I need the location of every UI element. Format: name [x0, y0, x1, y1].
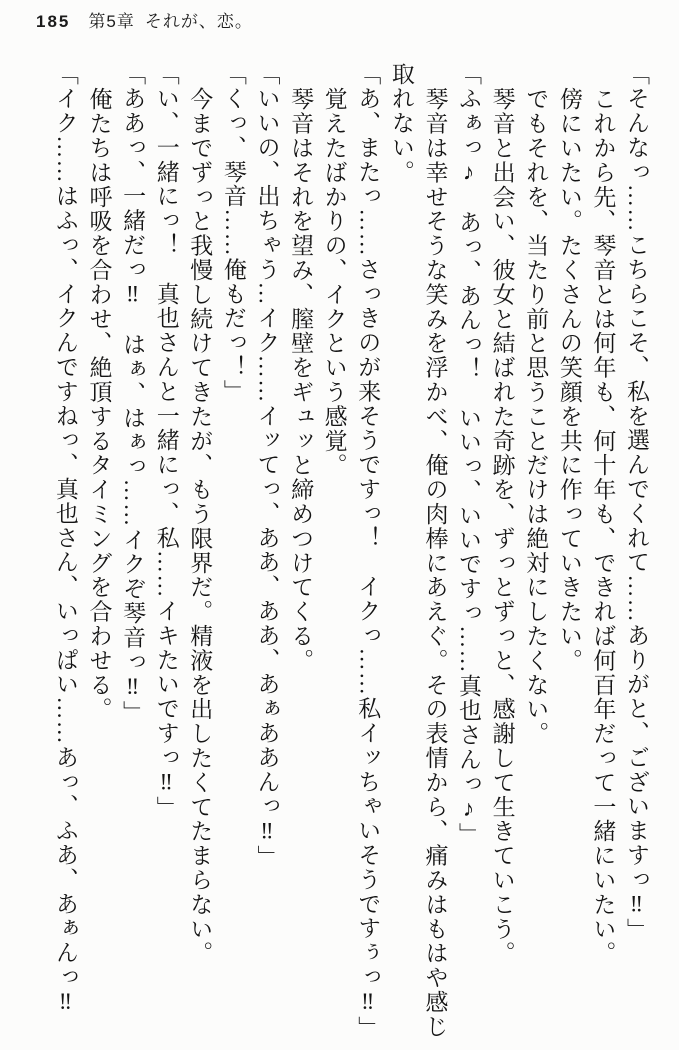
text-line: 琴音はそれを望み、膣壁をギュッと締めつけてくる。: [288, 87, 314, 673]
text-line: 「ふぁっ♪ あっ、あんっ！ いいっ、いいですっ……真也さんっ♪」: [456, 62, 482, 847]
text-line: 琴音は幸せそうな笑みを浮かべ、俺の肉棒にあえぐ。その表情から、痛みはもはや感じ: [422, 87, 448, 1039]
text-line: これから先、琴音とは何年も、何十年も、できれば何百年だって一緒にいたい。: [590, 87, 616, 966]
text-line: 「あ、またっ……さっきのが来そうですっ！ イクっ……私イッちゃいそうですぅっ‼」: [355, 62, 381, 1040]
text-line: 俺たちは呼吸を合わせ、絶頂するタイミングを合わせる。: [86, 87, 112, 722]
page-header: [36, 7, 253, 32]
text-line: でもそれを、当たり前と思うことだけは絶対にしたくない。: [523, 87, 549, 746]
text-line: 「ああっ、一緒だっ‼ はぁ、はぁっ……イクぞ琴音っ‼」: [120, 62, 146, 725]
text-line: 琴音と出会い、彼女と結ばれた奇跡を、ずっとずっと、感謝して生きていこう。: [489, 87, 515, 966]
chapter-label: 第5章: [88, 12, 135, 31]
text-line: 「い、一緒にっ！ 真也さんと一緒にっ、私……イキたいですっ‼」: [153, 62, 179, 821]
chapter-title: それが、恋。: [144, 12, 253, 31]
text-line: 覚えたばかりの、イクという感覚。: [321, 87, 347, 478]
text-line: 「そんなっ……こちらこそ、私を選んでくれて……ありがと、ございますっ‼」: [624, 62, 649, 943]
text-line: 「イク……はふっ、イクんですねっ、真也さん、いっぱい……あっ、ふあ、あぁんっ‼: [52, 62, 78, 1016]
text-line: 「くっ、琴音……俺もだっ！」: [220, 62, 246, 404]
text-line: 傍にいたい。たくさんの笑顔を共に作っていきたい。: [556, 87, 582, 673]
text-line: 「いいの、出ちゃう…イク……イッてっ、ああ、ああ、あぁああんっ‼」: [254, 62, 280, 870]
novel-text-block: [48, 62, 653, 1046]
text-line: 取れない。: [388, 62, 414, 184]
text-line: 今までずっと我慢し続けてきたが、もう限界だ。精液を出したくてたまらない。: [187, 87, 213, 966]
page-number: 185: [36, 12, 71, 31]
